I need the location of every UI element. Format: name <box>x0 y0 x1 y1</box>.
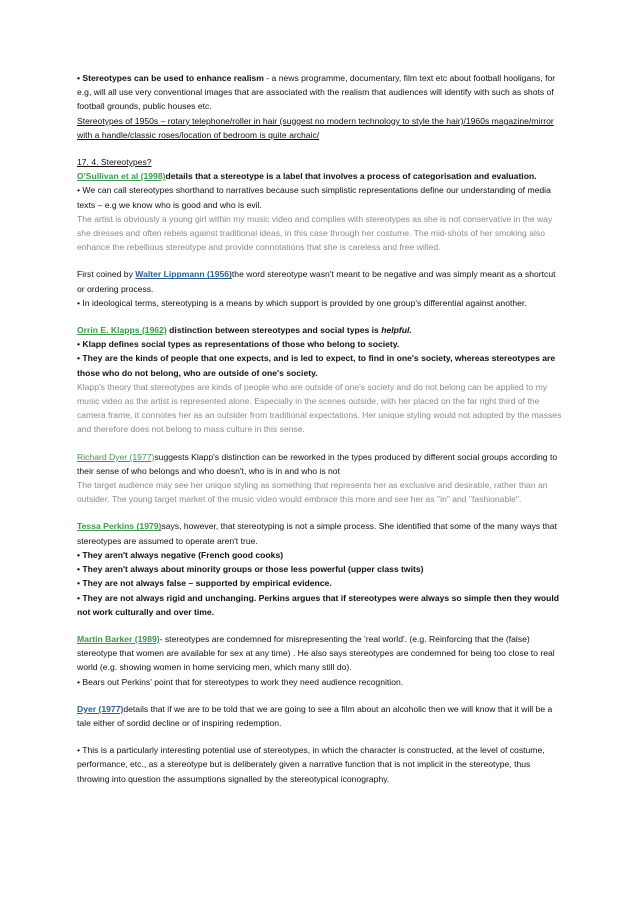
narrative-function-bullet: • This is a particularly interesting potential use of stereotypes, in which the character is constructed, at the level of costume, performance, etc., as a stereotype but is deliberately given a narrative function that is not implicit in the stereotype, thus throwing into question the assumptions signalled by the stereotypical iconography. <box>77 745 545 784</box>
dyer-text: suggests Klapp's distinction can be reworked in the types produced by different social groups according to their sense of who belongs and who doesn't, who is in and who is not <box>77 451 558 476</box>
perkins-link[interactable]: Tessa Perkins (1979) <box>77 521 162 532</box>
barker-link[interactable]: Martin Barker (1989) <box>77 633 160 644</box>
lippmann-link[interactable]: Walter Lippmann (1956) <box>135 269 232 280</box>
klapp-analysis-note: Klapp's theory that stereotypes are kinds of people who are outside of one's society and do not belong can be applied to my music video as the artist is represented alone. Especially in the scenes outside, with her placed on the far right third of the camera frame, it connotes her as an outsider from traditional expectations. Her unique styling would not adopted by the masses and therefore does not belong to mass culture in this sense. <box>77 381 562 435</box>
realism-text: - a news programme, documentary, film text etc about football hooligans, for e.g, will all use very conventional images that are associated with the realism that audiences will identify with such as shots of football grounds, public houses etc. <box>77 73 556 112</box>
perkins-bullet-rigid: • They are not always rigid and unchanging. Perkins argues that if stereotypes were always so simple then they would not work culturally and over time. <box>77 592 560 617</box>
dyer-1977-link[interactable]: Dyer (1977) <box>77 703 124 714</box>
klapps-link[interactable]: Orrin E. Klapps (1962) <box>77 325 167 336</box>
shorthand-bullet: • We can call stereotypes shorthand to narratives because such simplistic representations define our understanding of media texts – e.g we know who is good and who is evil. <box>77 185 551 210</box>
stereotypes-1950s-note: Stereotypes of 1950s – rotary telephone/roller in hair (suggest no modern technology to style the hair)/1960s magazine/mirror with a handle/classic roses/location of bedroom is quite archaic/ <box>77 115 554 140</box>
klapps-paragraph <box>77 323 565 337</box>
realism-bullet-heading: • Stereotypes can be used to enhance realism <box>77 73 264 83</box>
klapp-social-types-bullet: • Klapp defines social types as representations of those who belong to society. <box>77 339 400 350</box>
section-heading: 17. 4. Stereotypes? <box>77 157 152 168</box>
perkins-paragraph <box>77 519 565 547</box>
klapp-expectations-bullet: • They are the kinds of people that one expects, and is led to expect, to find in one's society, whereas stereotypes are those who do not belong, who are outside of one's society. <box>77 353 556 378</box>
perkins-bullet-negative: • They aren't always negative (French good cooks) <box>77 549 284 560</box>
dyer-paragraph <box>77 450 565 478</box>
klapps-text: distinction between stereotypes and social types is <box>166 325 382 336</box>
barker-text: - stereotypes are condemned for misrepresenting the 'real world'. (e.g. Reinforcing that the (false) stereotype that women are available for sex at any time) . He also says stereotypes are condemned for being too close to real world (e.g. showing women in home servicing men, which many still do). <box>77 633 555 673</box>
klapps-italic: helpful. <box>381 325 412 336</box>
barker-paragraph <box>77 632 565 675</box>
dyer-1977-text: details that if we are to be told that we are going to see a film about an alcoholic then we will know that it will be a tale either of sordid decline or of inspiring redemption. <box>77 703 553 728</box>
dyer-link[interactable]: Richard Dyer (1977) <box>77 451 155 462</box>
osullivan-text: details that a stereotype is a label that involves a process of categorisation and evaluation. <box>165 171 537 182</box>
lippmann-text: the word stereotype wasn't meant to be negative and was simply meant as a shortcut or ordering process. <box>77 269 556 294</box>
perkins-text: says, however, that stereotyping is not a simple process. She identified that some of the many ways that stereotypes are assumed to operate aren't true. <box>77 521 557 546</box>
audience-recognition-bullet: • Bears out Perkins' point that for stereotypes to work they need audience recognition. <box>77 676 404 687</box>
artist-analysis-note: The artist is obviously a young girl within my music video and complies with stereotypes as she is not conservative in the way she dresses and often rebels against traditional ideas, in this case through her costume. The mid-shots of her smoking also enhance the rebellious stereotype and provide connotations that she is careless and free willed. <box>77 213 553 253</box>
perkins-bullet-minority: • They aren't always about minority groups or those less powerful (upper class twits) <box>77 564 424 575</box>
perkins-bullet-false: • They are not always false – supported by empirical evidence. <box>77 578 332 589</box>
target-audience-note: The target audience may see her unique styling as something that represents her as exclusive and desirable, rather than an outsider. The young target market of the music video would embrace this more and see her as "in" and "fashionable". <box>77 480 548 505</box>
osullivan-paragraph <box>77 169 565 183</box>
ideological-bullet: • In ideological terms, stereotyping is a means by which support is provided by one group's differential against another. <box>77 297 527 308</box>
lippmann-paragraph <box>77 267 565 295</box>
dyer-1977-paragraph <box>77 702 565 730</box>
osullivan-link[interactable]: O'Sullivan et al (1998) <box>77 171 166 182</box>
realism-paragraph <box>77 71 565 114</box>
lippmann-prefix: First coined by <box>77 269 136 280</box>
document-body <box>77 71 565 786</box>
